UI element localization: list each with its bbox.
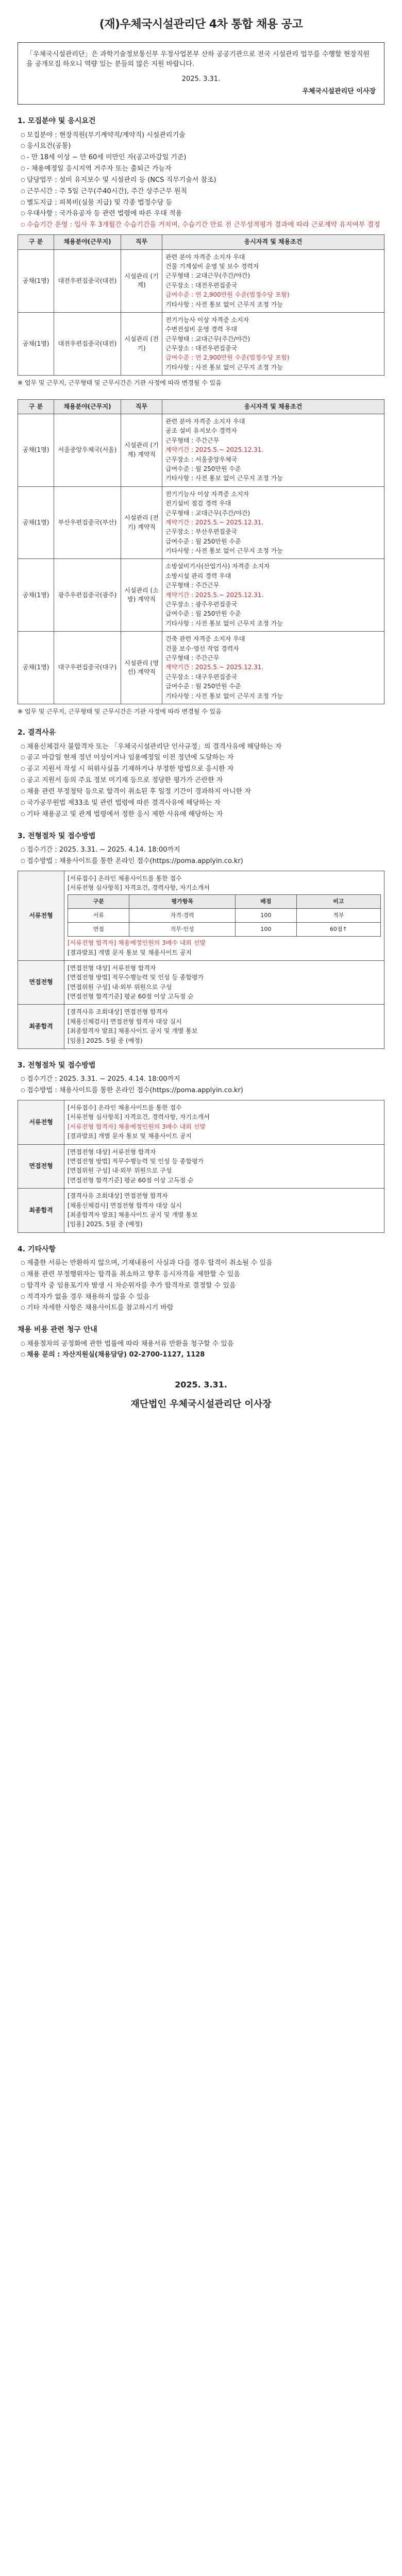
- table-cell: 면접전형: [18, 960, 64, 1005]
- intro-box: [18, 42, 384, 105]
- table-cell: 자격·경력: [129, 909, 236, 923]
- table-cell: 시설관리 (기계) 계약직: [121, 414, 162, 487]
- condition-line: 관련 분야 자격증 소지자 우대: [165, 253, 245, 261]
- schedule-line: [면접전형 대상] 서류전형 합격자: [68, 1148, 156, 1156]
- condition-line: 건물 보수·영선 작업 경력자: [165, 645, 239, 652]
- schedule-line: [최종합격자 발표] 채용사이트 공지 및 개별 통보: [68, 1211, 198, 1218]
- schedule-line: [결격사유 조회대상] 면접전형 합격자: [68, 1192, 168, 1200]
- list-item: ○ 기타 자세한 사항은 채용사이트를 참고하시기 바람: [21, 1303, 384, 1313]
- table-cell: 광주우편집중국(광주): [54, 559, 121, 632]
- table-cell: 100: [236, 909, 297, 923]
- section-1-bullets: [21, 131, 384, 231]
- intro-org: 우체국시설관리단 이사장: [302, 88, 376, 96]
- condition-line: 기타사항 : 사전 통보 없이 근무지 조정 가능: [165, 692, 283, 700]
- table-header: 직무: [121, 399, 162, 414]
- list-item: ○ 수습기간 운영 : 입사 후 3개월간 수습기간을 거치며, 수습기간 만료 전 근무성적평가 결과에 따라 근로계약 유지여부 결정: [21, 221, 384, 230]
- table-row: [18, 1189, 384, 1233]
- table-cell: 직무·인성: [129, 923, 236, 937]
- schedule-line: [채용신체검사] 면접전형 합격자 대상 실시: [68, 1201, 182, 1209]
- section-3b-title: 3. 전형절차 및 접수방법: [18, 1061, 96, 1070]
- table-cell: [162, 414, 384, 487]
- schedule-line: [임용] 2025. 5월 중 (예정): [68, 1221, 143, 1228]
- table-cell: 60점↑: [296, 923, 380, 937]
- condition-line: 근무형태 : 교대근무(주간/야간): [165, 509, 250, 517]
- list-item: ○ 접수기간 : 2025. 3.31. ~ 2025. 4.14. 18:00까지: [21, 1075, 384, 1084]
- table-row: [18, 1005, 384, 1049]
- contact-line: ○ 채용 문의 : 자산지원실(채용담당) 02-2700-1127, 1128: [21, 1350, 384, 1360]
- list-item: ○ 근무시간 : 주 5일 근무(주40시간), 주간 상주근무 원칙: [21, 187, 384, 197]
- table-header: 채용분야(근무지): [54, 235, 121, 249]
- section-3-title: 3. 전형절차 및 접수방법: [18, 832, 96, 840]
- schedule-line: [최종합격자 발표] 채용사이트 공지 및 개별 통보: [68, 1027, 198, 1035]
- table-cell: [64, 871, 384, 960]
- schedule-line: [결격사유 조회대상] 면접전형 합격자: [68, 1008, 168, 1016]
- table-header: 응시자격 및 채용조건: [162, 235, 384, 249]
- condition-line: 급여수준 : 연 2,900만원 수준(법정수당 포함): [165, 354, 290, 362]
- condition-line: 건축 관련 자격증 소지자 우대: [165, 635, 245, 643]
- condition-line: 계약기간 : 2025.5.~ 2025.12.31.: [165, 664, 264, 671]
- condition-line: 근무장소 : 부산우편집중국: [165, 528, 238, 536]
- table-cell: [162, 559, 384, 632]
- table-cell: [64, 1144, 384, 1189]
- list-item: ○ - 채용예정일 응시지역 거주자 또는 출퇴근 가능자: [21, 164, 384, 174]
- condition-line: 기타사항 : 사전 통보 없이 근무지 조정 가능: [165, 363, 283, 371]
- list-item: ○ - 만 18세 이상 ~ 만 60세 미만인 자(공고마감일 기준): [21, 153, 384, 163]
- condition-line: 기타사항 : 사전 통보 없이 근무지 조정 가능: [165, 619, 283, 627]
- condition-line: 계약기간 : 2025.5.~ 2025.12.31.: [165, 518, 264, 526]
- condition-line: 전기기능사 이상 자격증 소지자: [165, 316, 249, 324]
- list-item: ○ 기타 채용공고 및 관계 법령에서 정한 응시 제한 사유에 해당하는 자: [21, 810, 384, 820]
- recruit-table-2: [18, 399, 384, 704]
- schedule-line: [서류접수] 온라인 채용사이트를 통한 접수: [68, 874, 182, 882]
- table-cell: [64, 960, 384, 1005]
- condition-line: 계약기간 : 2025.5.~ 2025.12.31.: [165, 591, 264, 599]
- intro-date: 2025. 3.31.: [181, 75, 221, 83]
- section-2-title: 2. 결격사유: [18, 728, 56, 737]
- condition-line: 급여수준 : 연 2,900만원 수준(법정수당 포함): [165, 291, 290, 299]
- table-cell: 100: [236, 923, 297, 937]
- list-item: ○ 합격자 중 임용포기자 발생 시 차순위자를 추가 합격자로 결정할 수 있음: [21, 1281, 384, 1291]
- condition-line: 근무형태 : 주간근무: [165, 582, 220, 589]
- table-header: 구 분: [18, 235, 54, 249]
- schedule-line: [서류전형 심사항목] 자격요건, 경력사항, 자기소개서: [68, 1113, 210, 1121]
- table-cell: [64, 1189, 384, 1233]
- table-1-note: ※ 업무 및 근무지, 근무형태 및 근무시간은 기관 사정에 따라 변경될 수 있음: [18, 379, 222, 387]
- table-cell: [162, 312, 384, 375]
- list-item: ○ 공고 마감일 현재 정년 이상이거나 임용예정일 이전 정년에 도달하는 자: [21, 753, 384, 763]
- schedule-table-b: [18, 1100, 384, 1233]
- condition-line: 근무형태 : 교대근무(주간/야간): [165, 272, 250, 280]
- schedule-line: [면접전형 합격기준] 평균 60점 이상 고득점 순: [68, 993, 194, 1001]
- schedule-line: [면접전형 합격기준] 평균 60점 이상 고득점 순: [68, 1176, 194, 1184]
- table-header: 구분: [68, 895, 129, 909]
- table-row: [18, 249, 384, 312]
- schedule-table: [18, 871, 384, 1049]
- condition-line: 급여수준 : 월 250만원 수준: [165, 537, 241, 545]
- list-item: ○ 채용 관련 부정행위자는 합격을 취소하고 향후 응시자격을 제한할 수 있음: [21, 1270, 384, 1280]
- contact-bullets: [21, 1340, 384, 1361]
- table-row: [18, 559, 384, 632]
- table-cell: 대전우편집중국(대전): [54, 312, 121, 375]
- table-cell: 공채(1명): [18, 486, 54, 559]
- condition-line: 근무장소 : 대구우편집중국: [165, 673, 238, 681]
- table-row: [18, 1100, 384, 1145]
- list-item: ○ 공고 지원서 등의 주요 정보 미기재 등으로 정당한 평가가 곤란한 자: [21, 776, 384, 786]
- list-item: ○ 국가공무원법 제33조 및 관련 법령에 따른 결격사유에 해당하는 자: [21, 799, 384, 808]
- schedule-line: [결과발표] 개별 문자 통보 및 채용사이트 공지: [68, 948, 192, 956]
- list-item: ○ 채용신체검사 불합격자 또는 「우체국시설관리단 인사규정」의 결격사유에 해당하는 자: [21, 742, 384, 752]
- condition-line: 급여수준 : 월 250만원 수준: [165, 610, 241, 618]
- table-header: 비고: [296, 895, 380, 909]
- table-header: 직무: [121, 235, 162, 249]
- section-2-bullets: [21, 742, 384, 820]
- schedule-line: [채용신체검사] 면접전형 합격자 대상 실시: [68, 1018, 182, 1025]
- table-cell: [162, 632, 384, 704]
- schedule-line: [서류전형 합격자] 채용예정인원의 3배수 내외 선발: [68, 1123, 206, 1130]
- table-row: [18, 960, 384, 1005]
- condition-line: 근무형태 : 주간근무: [165, 436, 220, 444]
- condition-line: 계약기간 : 2025.5.~ 2025.12.31.: [165, 446, 264, 454]
- table-cell: 서류전형: [18, 1100, 64, 1145]
- table-cell: 서류전형: [18, 871, 64, 960]
- section-3b-bullets: [21, 1075, 384, 1096]
- table-cell: 공채(1명): [18, 249, 54, 312]
- table-cell: 시설관리 (전기): [121, 312, 162, 375]
- table-cell: 공채(1명): [18, 312, 54, 375]
- condition-line: 기타사항 : 사전 통보 없이 근무지 조정 가능: [165, 300, 283, 308]
- table-header: 채용분야(근무지): [54, 399, 121, 414]
- condition-line: 근무장소 : 대전우편집중국: [165, 281, 238, 289]
- list-item: ○ 담당업무 : 설비 유지보수 및 시설관리 등 (NCS 직무기술서 참조): [21, 176, 384, 185]
- condition-line: 급여수준 : 월 250만원 수준: [165, 683, 241, 690]
- table-cell: 시설관리 (소방) 계약직: [121, 559, 162, 632]
- table-cell: 시설관리 (영선) 계약직: [121, 632, 162, 704]
- condition-line: 수변전설비 운영 경력 우대: [165, 326, 237, 333]
- list-item: ○ 응시요건(공통): [21, 142, 384, 151]
- table-cell: 면접: [68, 923, 129, 937]
- condition-line: 기타사항 : 사전 통보 없이 근무지 조정 가능: [165, 474, 283, 482]
- table-header: 구 분: [18, 399, 54, 414]
- contact-title: 채용 비용 관련 청구 안내: [18, 1326, 97, 1334]
- schedule-line: [결과발표] 개별 문자 통보 및 채용사이트 공지: [68, 1132, 192, 1140]
- condition-line: 전기설비 점검 경력 우대: [165, 500, 231, 507]
- footer-date: 2025. 3.31.: [175, 1380, 227, 1390]
- list-item: ○ 접수방법 : 채용사이트를 통한 온라인 접수(https://poma.applyin.co.kr): [21, 1086, 384, 1096]
- condition-line: 근무형태 : 주간근무: [165, 654, 220, 662]
- condition-line: 소방시설 관리 경력 우대: [165, 572, 231, 580]
- table-row: [68, 909, 381, 923]
- table-cell: 최종합격: [18, 1189, 64, 1233]
- table-cell: 공채(1명): [18, 632, 54, 704]
- condition-line: 급여수준 : 월 250만원 수준: [165, 465, 241, 472]
- list-item: ○ 모집분야 : 현장직원(무기계약직/계약직) 시설관리기술: [21, 131, 384, 141]
- table-cell: 서류: [68, 909, 129, 923]
- list-item: ○ 공고 지원서 작성 시 허위사실을 기재하거나 부정한 방법으로 응시한 자: [21, 765, 384, 774]
- list-item: ○ 채용 관련 부정청탁 등으로 합격이 취소된 후 일정 기간이 경과하지 아니한 자: [21, 787, 384, 797]
- condition-line: 관련 분야 자격증 소지자 우대: [165, 418, 245, 426]
- table-cell: 최종합격: [18, 1005, 64, 1049]
- schedule-line: [임용] 2025. 5월 중 (예정): [68, 1037, 143, 1044]
- schedule-line: [면접위원 구성] 내·외부 위원으로 구성: [68, 1167, 172, 1175]
- schedule-line: [서류전형 심사항목] 자격요건, 경력사항, 자기소개서: [68, 884, 210, 891]
- schedule-line: [면접위원 구성] 내·외부 위원으로 구성: [68, 983, 172, 991]
- schedule-line: [면접전형 방법] 직무수행능력 및 인성 등 종합평가: [68, 1157, 204, 1165]
- table-cell: 시설관리 (전기) 계약직: [121, 486, 162, 559]
- condition-line: 건물 기계설비 운영 및 보수 경력자: [165, 262, 259, 270]
- condition-line: 공조 설비 유지보수 경력자: [165, 427, 237, 435]
- section-4-bullets: [21, 1259, 384, 1313]
- section-3-bullets: [21, 845, 384, 867]
- table-cell: 대전우편집중국(대전): [54, 249, 121, 312]
- list-item: ○ 우대사항 : 국가유공자 등 관련 법령에 따른 우대 적용: [21, 209, 384, 219]
- table-header: 배점: [236, 895, 297, 909]
- table-row: [18, 871, 384, 960]
- table-cell: 시설관리 (기계): [121, 249, 162, 312]
- list-item: ○ 채용절차의 공정화에 관한 법률에 따라 채용서류 반환을 청구할 수 있음: [21, 1340, 384, 1349]
- footer-org: 재단법인 우체국시설관리단 이사장: [130, 1399, 272, 1410]
- table-cell: 적부: [296, 909, 380, 923]
- list-item: ○ 접수기간 : 2025. 3.31. ~ 2025. 4.14. 18:00까지: [21, 845, 384, 855]
- table-cell: 면접전형: [18, 1144, 64, 1189]
- condition-line: 근무장소 : 서울중앙우체국: [165, 455, 238, 463]
- table-row: [18, 486, 384, 559]
- list-item: ○ 제출한 서류는 반환하지 않으며, 기재내용이 사실과 다를 경우 합격이 취소될 수 있음: [21, 1259, 384, 1268]
- table-cell: 공채(1명): [18, 559, 54, 632]
- list-item: ○ 적격자가 없을 경우 채용하지 않을 수 있음: [21, 1293, 384, 1302]
- table-row: [18, 632, 384, 704]
- table-cell: [64, 1100, 384, 1145]
- schedule-line: [면접전형 대상] 서류전형 합격자: [68, 964, 156, 972]
- table-row: [18, 414, 384, 487]
- schedule-line: [서류접수] 온라인 채용사이트를 통한 접수: [68, 1104, 182, 1112]
- section-1-title: 1. 모집분야 및 응시요건: [18, 117, 96, 126]
- section-4-title: 4. 기타사항: [18, 1245, 56, 1253]
- condition-line: 전기기능사 이상 자격증 소지자: [165, 490, 249, 498]
- table-cell: 대구우편집중국(대구): [54, 632, 121, 704]
- table-cell: 공채(1명): [18, 414, 54, 487]
- schedule-line: [면접전형 방법] 직무수행능력 및 인성 등 종합평가: [68, 974, 204, 981]
- table-header: 평가항목: [129, 895, 236, 909]
- table-row: [18, 312, 384, 375]
- schedule-line: [서류전형 합격자] 채용예정인원의 3배수 내외 선발: [68, 939, 206, 947]
- intro-text: 「우체국시설관리단」은 과학기술정보통신부 우정사업본부 산하 공공기관으로 전국 시설관리 업무를 수행할 현장직원을 공개모집 하오니 역량 있는 분들의 많은 지원 바랍니다.: [26, 50, 370, 68]
- table-2-note: ※ 업무 및 근무지, 근무형태 및 근무시간은 기관 사정에 따라 변경될 수 있음: [18, 707, 222, 715]
- recruit-table-1: [18, 234, 384, 376]
- page-title: (재)우체국시설관리단 4차 통합 채용 공고: [99, 18, 303, 31]
- table-cell: 서울중앙우체국(서울): [54, 414, 121, 487]
- condition-line: 소방설비기사(산업기사) 자격증 소지자: [165, 563, 270, 570]
- condition-line: 기타사항 : 사전 통보 없이 근무지 조정 가능: [165, 547, 283, 555]
- condition-line: 근무형태 : 교대근무(주간/야간): [165, 335, 250, 343]
- table-cell: [64, 1005, 384, 1049]
- table-cell: 부산우편집중국(부산): [54, 486, 121, 559]
- table-row: [18, 1144, 384, 1189]
- score-table: [68, 894, 381, 937]
- table-row: [68, 923, 381, 937]
- table-cell: [162, 249, 384, 312]
- list-item: ○ 별도지급 : 피복비(실물 지급) 및 각종 법정수당 등: [21, 198, 384, 208]
- condition-line: 근무장소 : 대전우편집중국: [165, 345, 238, 352]
- list-item: ○ 접수방법 : 채용사이트를 통한 온라인 접수(https://poma.applyin.co.kr): [21, 857, 384, 867]
- condition-line: 근무장소 : 광주우편집중국: [165, 601, 238, 608]
- table-header: 응시자격 및 채용조건: [162, 399, 384, 414]
- table-cell: [162, 486, 384, 559]
